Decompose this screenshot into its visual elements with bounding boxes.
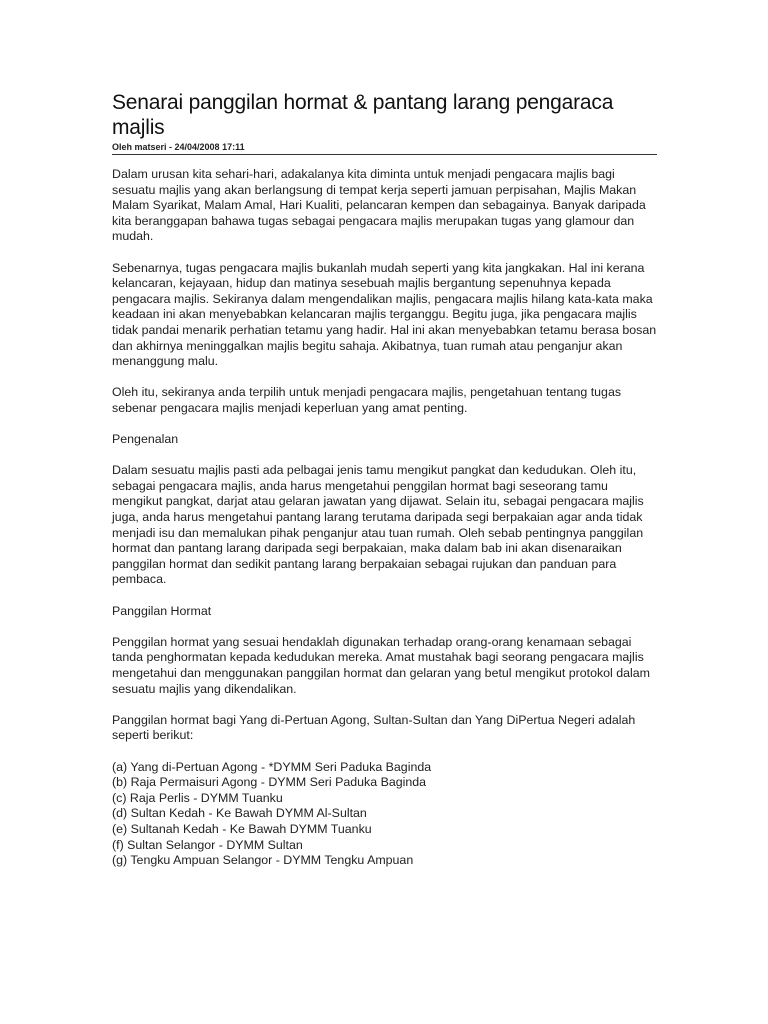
paragraph-6: Panggilan hormat bagi Yang di-Pertuan Agong, Sultan-Sultan dan Yang DiPertua Negeri adalah seperti berikut: [112,712,636,743]
paragraph-intro: Dalam urusan kita sehari-hari, adakalanya kita diminta untuk menjadi pengacara majlis bagi sesuatu majlis yang akan berlangsung di tempat kerja seperti jamuan perpisahan, Majlis Makan Malam Syarikat, Malam Amal, Hari Kualiti, pelancaran kempen dan sebagainya. Banyak daripada kita beranggapan bahawa tugas sebagai pengacara majlis merupakan tugas yang glamour dan mudah. [112,167,646,244]
list-item: (c) Raja Perlis - DYMM Tuanku [112,790,283,805]
section-heading-pengenalan: Pengenalan [112,432,179,447]
list-item: (d) Sultan Kedah - Ke Bawah DYMM Al-Sultan [112,806,367,821]
list-item: (f) Sultan Selangor - DYMM Sultan [112,837,303,852]
list-item: (a) Yang di-Pertuan Agong - *DYMM Seri Paduka Baginda [112,759,432,774]
paragraph-5: Penggilan hormat yang sesuai hendaklah digunakan terhadap orang-orang kenamaan sebagai tanda penghormatan kepada kedudukan mereka. Amat mustahak bagi seorang pengacara majlis mengetahui dan menggunakan panggilan hormat dan gelaran yang betul mengikut protokol dalam sesuatu majlis yang dikendalikan. [112,634,650,696]
paragraph-2: Sebenarnya, tugas pengacara majlis bukanlah mudah seperti yang kita jangkakan. Hal ini kerana kelancaran, kejayaan, hidup dan matinya sesebuah majlis bergantung sepenuhnya kepada pengacara majlis. Sekiranya dalam mengendalikan majlis, pengacara majlis hilang kata-kata maka keadaan ini akan menyebabkan kelancaran majlis terganggu. Begitu juga, jika pengacara majlis tidak pandai menarik perhatian tetamu yang hadir. Hal ini akan menyebabkan tetamu berasa bosan dan akhirnya meninggalkan majlis begitu sahaja. Akibatnya, tuan rumah atau penganjur akan menanggung malu. [112,260,657,369]
section-heading-panggilan-hormat: Panggilan Hormat [112,603,212,618]
article-byline: Oleh matseri - 24/04/2008 17:11 [112,142,657,155]
list-item: (e) Sultanah Kedah - Ke Bawah DYMM Tuanku [112,821,372,836]
article-title: Senarai panggilan hormat & pantang larang pengaraca majlis [112,91,614,139]
list-item: (b) Raja Permaisuri Agong - DYMM Seri Paduka Baginda [112,775,427,790]
title-list [112,760,657,869]
paragraph-4: Dalam sesuatu majlis pasti ada pelbagai jenis tamu mengikut pangkat dan kedudukan. Oleh itu, sebagai pengacara majlis, anda harus mengetahui penggilan hormat bagi seseorang tamu mengikut pangkat, darjat atau gelaran jawatan yang dijawat. Selain itu, sebagai pengacara majlis juga, anda harus mengetahui pantang larang terutama daripada segi berpakaian agar anda tidak menjadi isu dan memalukan pihak penganjur atau tuan rumah. Oleh sebab pentingnya panggilan hormat dan pantang larang daripada segi berpakaian, maka dalam bab ini akan disenaraikan panggilan hormat dan sedikit pantang larang berpakaian sebagai rujukan dan panduan para pembaca. [112,463,644,587]
document-page [112,90,657,869]
article-body [112,167,657,869]
paragraph-3: Oleh itu, sekiranya anda terpilih untuk menjadi pengacara majlis, pengetahuan tentang tugas sebenar pengacara majlis menjadi keperluan yang amat penting. [112,385,622,415]
list-item: (g) Tengku Ampuan Selangor - DYMM Tengku Ampuan [112,853,414,868]
